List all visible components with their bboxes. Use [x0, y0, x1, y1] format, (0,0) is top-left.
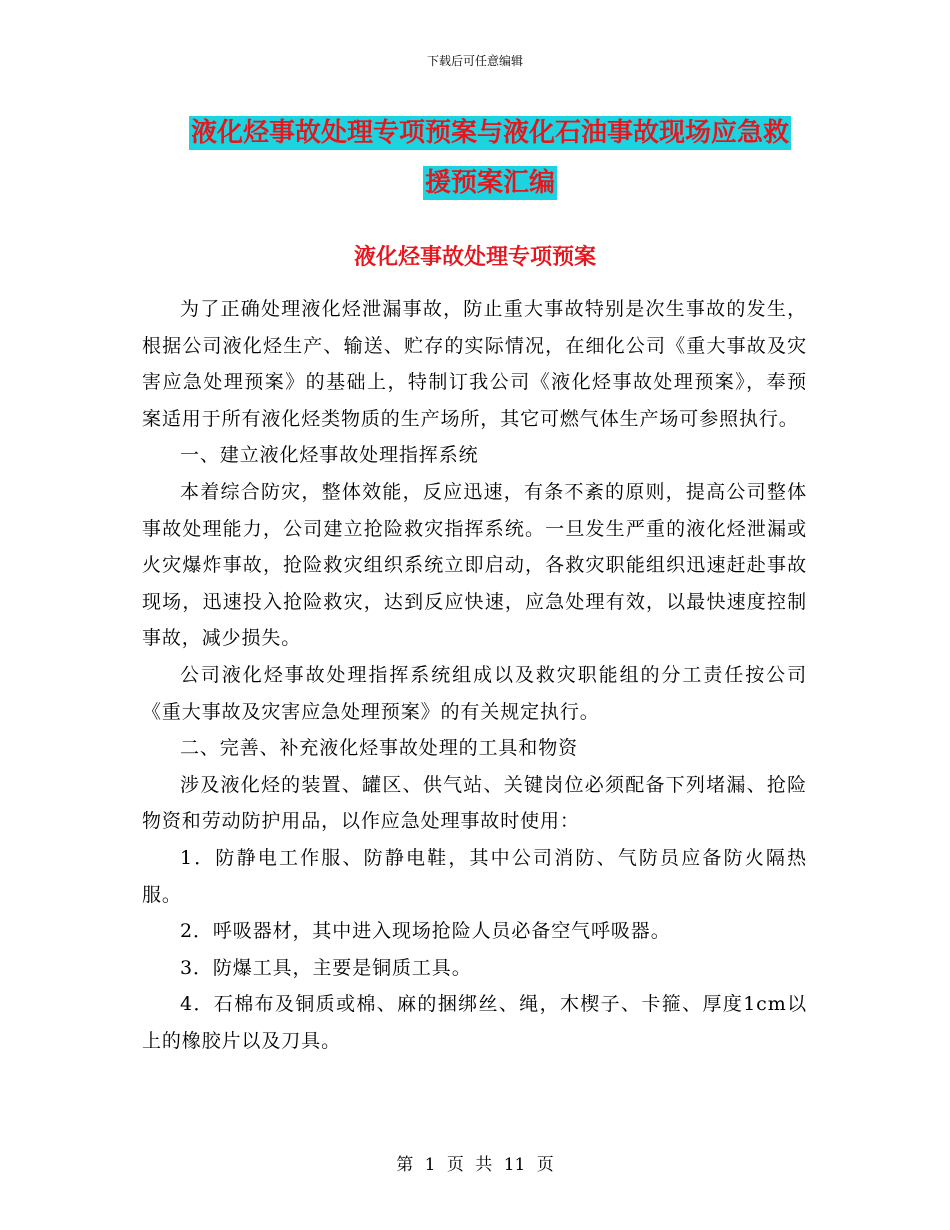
paragraph-command-composition: 公司液化烃事故处理指挥系统组成以及救灾职能组的分工责任按公司《重大事故及灾害应急处理预案》的有关规定执行。	[142, 663, 807, 723]
document-title	[140, 108, 840, 208]
body-text	[142, 291, 807, 1059]
list-item-2: 2．呼吸器材，其中进入现场抢险人员必备空气呼吸器。	[180, 920, 671, 943]
page-number-footer: 第 1 页 共 11 页	[396, 1155, 554, 1175]
document-title-line-2: 援预案汇编	[424, 168, 555, 198]
heading-command-system: 一、建立液化烃事故处理指挥系统	[180, 444, 479, 467]
paragraph-intro: 为了正确处理液化烃泄漏事故，防止重大事故特别是次生事故的发生，根据公司液化烃生产、输送、贮存的实际情况，在细化公司《重大事故及灾害应急处理预案》的基础上，特制订我公司《液化烃事故处理预案》，奉预案适用于所有液化烃类物质的生产场所，其它可燃气体生产场可参照执行。	[142, 298, 807, 430]
document-title-line-1: 液化烃事故处理专项预案与液化石油事故现场应急救	[190, 118, 789, 148]
paragraph-command-system: 本着综合防灾，整体效能，反应迅速，有条不紊的原则，提高公司整体事故处理能力，公司建立抢险救灾指挥系统。一旦发生严重的液化烃泄漏或火灾爆炸事故，抢险救灾组织系统立即启动，各救灾职能组织迅速赶赴事故现场，迅速投入抢险救灾，达到反应快速，应急处理有效，以最快速度控制事故，减少损失。	[142, 480, 807, 650]
list-item-1: 1．防静电工作服、防静电鞋，其中公司消防、气防员应备防火隔热服。	[142, 846, 807, 906]
section-title: 液化烃事故处理专项预案	[353, 245, 596, 270]
heading-tools-materials: 二、完善、补充液化烃事故处理的工具和物资	[180, 737, 579, 760]
paragraph-tools-materials: 涉及液化烃的装置、罐区、供气站、关键岗位必须配备下列堵漏、抢险物资和劳动防护用品，以作应急处理事故时使用：	[142, 773, 807, 833]
header-note: 下载后可任意编辑	[426, 54, 523, 68]
list-item-4: 4．石棉布及铜质或棉、麻的捆绑丝、绳，木楔子、卡箍、厚度1cm以上的橡胶片以及刀具。	[142, 993, 807, 1052]
list-item-3: 3．防爆工具，主要是铜质工具。	[180, 956, 472, 979]
